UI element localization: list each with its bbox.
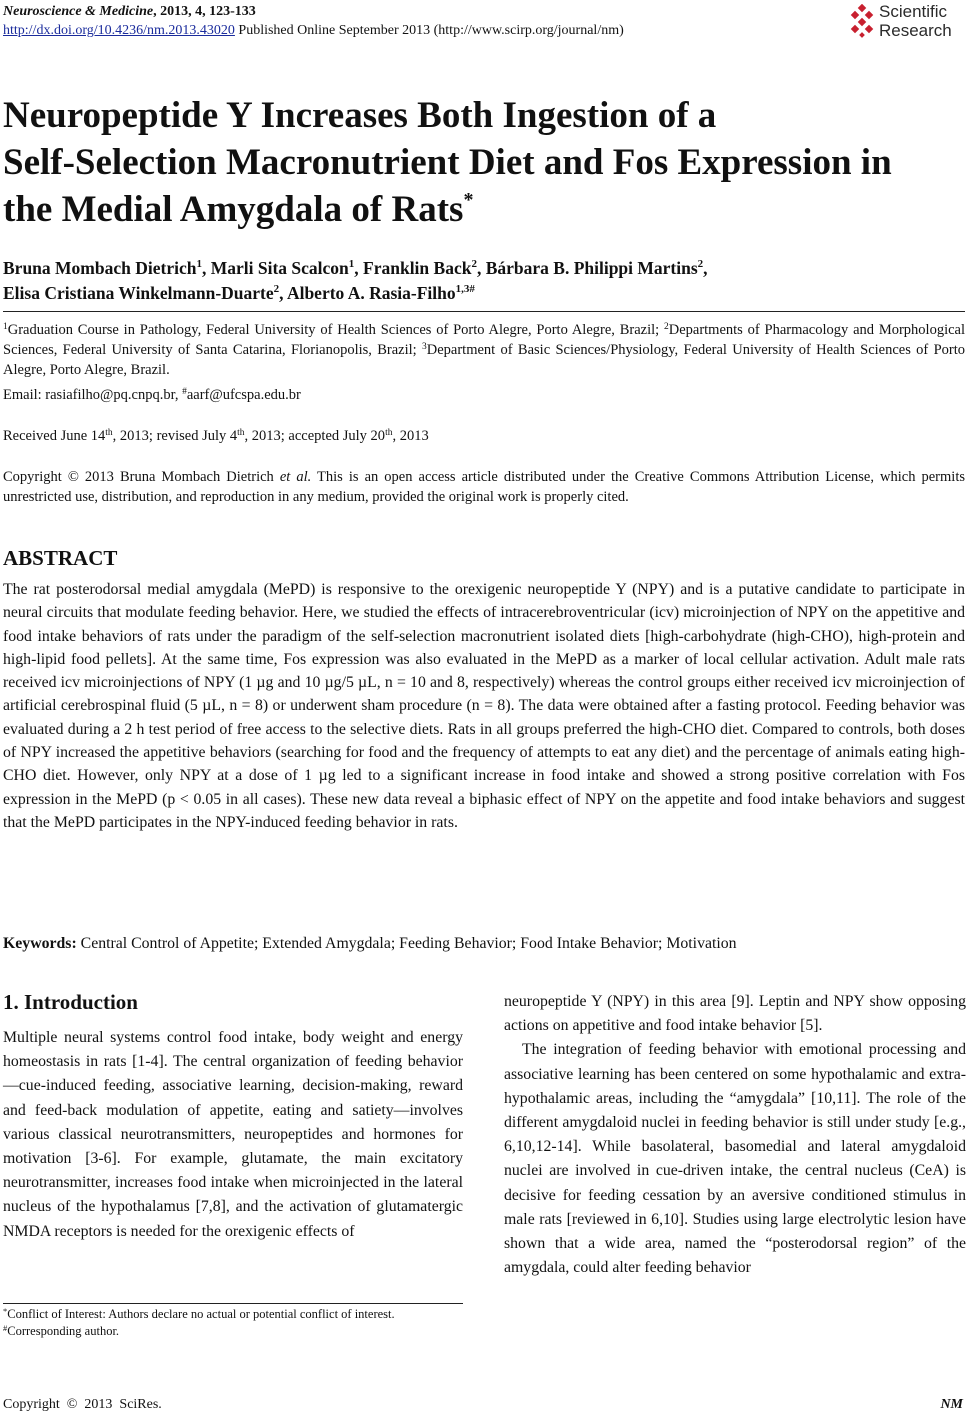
received-text: Received June 14	[3, 428, 106, 444]
title-line-3: the Medial Amygdala of Rats	[3, 189, 464, 230]
revised-text: , 2013; revised July 4	[112, 428, 238, 444]
author-affiliation-mark: 1	[196, 258, 202, 270]
paragraph: neuropeptide Y (NPY) in this area [9]. Leptin and NPY show opposing actions on appetitive and food intake behavior [5].	[504, 993, 966, 1035]
author-name: Bruna Mombach Dietrich	[3, 258, 197, 278]
author-line-1	[3, 256, 963, 281]
author-name: Franklin Back	[363, 258, 472, 278]
copyright-before: Copyright © 2013 Bruna Mombach Dietrich	[3, 469, 280, 485]
author-list	[3, 256, 963, 306]
keywords	[3, 932, 965, 955]
accepted-text: , 2013; accepted July 20	[244, 428, 386, 444]
affiliation-text: Departments of Pharmacology and Morphological Sciences, Federal University of Santa Catarina, Florianopolis, Brazil;	[3, 322, 965, 358]
affiliation-mark: 2	[663, 322, 669, 332]
title-footnote-mark: *	[463, 189, 474, 211]
footnote-conflict	[3, 1306, 463, 1323]
corresponding-mark: #	[182, 387, 187, 397]
footnote-divider	[3, 1303, 463, 1304]
affiliation-text: Graduation Course in Pathology, Federal University of Health Sciences of Porto Alegre, Porto Alegre, Brazil;	[7, 322, 664, 338]
footnote-text: Corresponding author.	[7, 1324, 120, 1338]
ordinal-suffix: th	[237, 428, 245, 438]
copyright-etal: et al.	[279, 469, 312, 485]
doi-link[interactable]: http://dx.doi.org/10.4236/nm.2013.43020	[3, 23, 235, 38]
title-line-1: Neuropeptide Y Increases Both Ingestion of a	[3, 95, 717, 136]
journal-citation	[3, 2, 624, 21]
page-header	[3, 2, 624, 40]
keywords-list: Central Control of Appetite; Extended Amygdala; Feeding Behavior; Food Intake Behavior; Motivation	[76, 935, 737, 952]
author-name: Marli Sita Scalcon	[210, 258, 349, 278]
footer-journal-abbr: NM	[940, 1397, 963, 1412]
email-label: Email:	[3, 387, 46, 403]
author-affiliation-mark: 1,3#	[455, 283, 475, 295]
year-text: , 2013	[392, 428, 429, 444]
author-line-2	[3, 281, 963, 306]
received-dates	[3, 426, 429, 446]
paragraph: The integration of feeding behavior with emotional processing and associative learning has been centered on some hypothalamic and extra-hypothalamic areas, including the “amygdala” [10,11]. The role of the different amygdaloid nuclei in feeding behavior is still under study [e.g., 6,10,12-14]. While basolateral, basomedial and lateral amygdaloid nuclei are involved in cue-driven intake, the central nucleus (CeA) is decisive for feeding cessation by an aversive conditioned stimulus in male rats [reviewed in 6,10]. Studies using large electrolytic lesion have shown that a wide area, named the “posterodorsal region” of the amygdala, could alter feeding behavior	[504, 1041, 966, 1277]
affiliation-mark: 3	[422, 342, 427, 352]
author-name: Alberto A. Rasia-Filho	[286, 283, 456, 303]
author-separator: ,	[279, 283, 287, 303]
copyright-after: This is an open access article distributed under the Creative Commons Attribution License, which permits unrestricted use, distribution, and reproduction in any medium, provided the original work is properly cited.	[3, 469, 965, 505]
footnote-text: Conflict of Interest: Authors declare no actual or potential conflict of interest.	[7, 1307, 395, 1321]
scientific-research-logo	[847, 2, 965, 44]
logo-wordmark	[879, 2, 952, 40]
header-divider	[3, 311, 965, 312]
email-line	[3, 385, 301, 405]
copyright-notice	[3, 467, 965, 507]
email-address[interactable]: rasiafilho@pq.cnpq.br,	[45, 387, 183, 403]
introduction-right-column	[504, 990, 966, 1280]
introduction-heading: 1. Introduction	[3, 990, 138, 1014]
keywords-label: Keywords:	[3, 935, 77, 952]
journal-volume-info: , 2013, 4, 123-133	[153, 4, 256, 19]
footnote-mark: #	[3, 1323, 8, 1333]
author-separator: ,	[354, 258, 364, 278]
author-affiliation-mark: 2	[697, 258, 704, 270]
footnote-mark: *	[3, 1306, 8, 1316]
author-separator: ,	[201, 258, 211, 278]
author-affiliation-mark: 2	[273, 283, 280, 295]
author-name: Bárbara B. Philippi Martins	[485, 258, 698, 278]
title-line-2: Self-Selection Macronutrient Diet and Fos Expression in	[3, 142, 892, 183]
logo-line-2: Research	[879, 21, 952, 40]
author-affiliation-mark: 2	[471, 258, 477, 270]
footnote-corresponding	[3, 1323, 463, 1340]
affiliation-mark: 1	[3, 322, 8, 332]
published-online: Published Online September 2013 (http://www.scirp.org/journal/nm)	[234, 23, 624, 38]
abstract-heading: ABSTRACT	[3, 546, 118, 570]
footnotes	[3, 1306, 463, 1340]
affiliations	[3, 320, 965, 380]
email-address[interactable]: aarf@ufcspa.edu.br	[186, 387, 301, 403]
affiliation-text: Department of Basic Sciences/Physiology, Federal University of Health Sciences of Porto Alegre, Porto Alegre, Brazil.	[3, 342, 965, 378]
author-separator: ,	[476, 258, 486, 278]
introduction-left-column: Multiple neural systems control food intake, body weight and energy homeostasis in rats [1-4]. The central organization of feeding behavior—cue-induced feeding, associative learning, decision-making, reward and feed-back modulation of appetite, eating and satiety—involves various classical neurotransmitters, neuropeptides and hormones for motivation [3-6]. For example, glutamate, the main excitatory neurotransmitter, increases food intake when microinjected in the lateral nucleus of the hypothalamus [7,8], and the activation of glutamatergic NMDA receptors is needed for the orexigenic effects of	[3, 1029, 463, 1240]
scientific-research-logo-icon	[847, 4, 877, 40]
journal-name: Neuroscience & Medicine	[3, 4, 154, 19]
author-name: Elisa Cristiana Winkelmann-Duarte	[3, 283, 274, 303]
logo-line-1: Scientific	[879, 2, 948, 21]
doi-line	[3, 21, 624, 40]
author-affiliation-mark: 1	[348, 258, 355, 270]
author-separator: ,	[703, 258, 708, 278]
ordinal-suffix: th	[105, 428, 113, 438]
ordinal-suffix: th	[385, 428, 393, 438]
footer-copyright: Copyright © 2013 SciRes.	[3, 1397, 162, 1412]
abstract-body: The rat posterodorsal medial amygdala (MePD) is responsive to the orexigenic neuropeptide Y (NPY) and is a putative candidate to participate in neural circuits that modulate feeding behavior. Here, we studied the effects of intracerebroventricular (icv) microinjection of NPY on the appetitive and food intake behaviors of rats under the paradigm of the self-selection macronutrient isolated diets [high-carbohydrate (high-CHO), high-protein and high-lipid food pellets]. At the same time, Fos expression was also evaluated in the MePD as a marker of local cellular activation. Adult male rats received icv microinjections of NPY (1 µg and 10 µg/5 µL, n = 10 and 8, respectively) whereas the control groups either received icv microinjection of artificial cerebrospinal fluid (5 µL, n = 8) or underwent sham procedure (n = 8). The data were obtained after a fasting protocol. Feeding behavior was evaluated during a 2 h test period of free access to the selective diets. Rats in all groups preferred the high-CHO diet. Compared to controls, both doses of NPY increased the appetitive behaviors (searching for food and the frequency of attempts to eat any diet) and the percentage of animals eating high-CHO diet. However, only NPY at a dose of 1 µg led to a significant increase in food intake and showed a strong positive correlation with Fos expression in the MePD (p < 0.05 in all cases). These new data reveal a biphasic effect of NPY on the appetite and food intake behaviors and suggest that the MePD participates in the NPY-induced feeding behavior in rats.	[3, 581, 965, 831]
article-title	[3, 92, 963, 233]
